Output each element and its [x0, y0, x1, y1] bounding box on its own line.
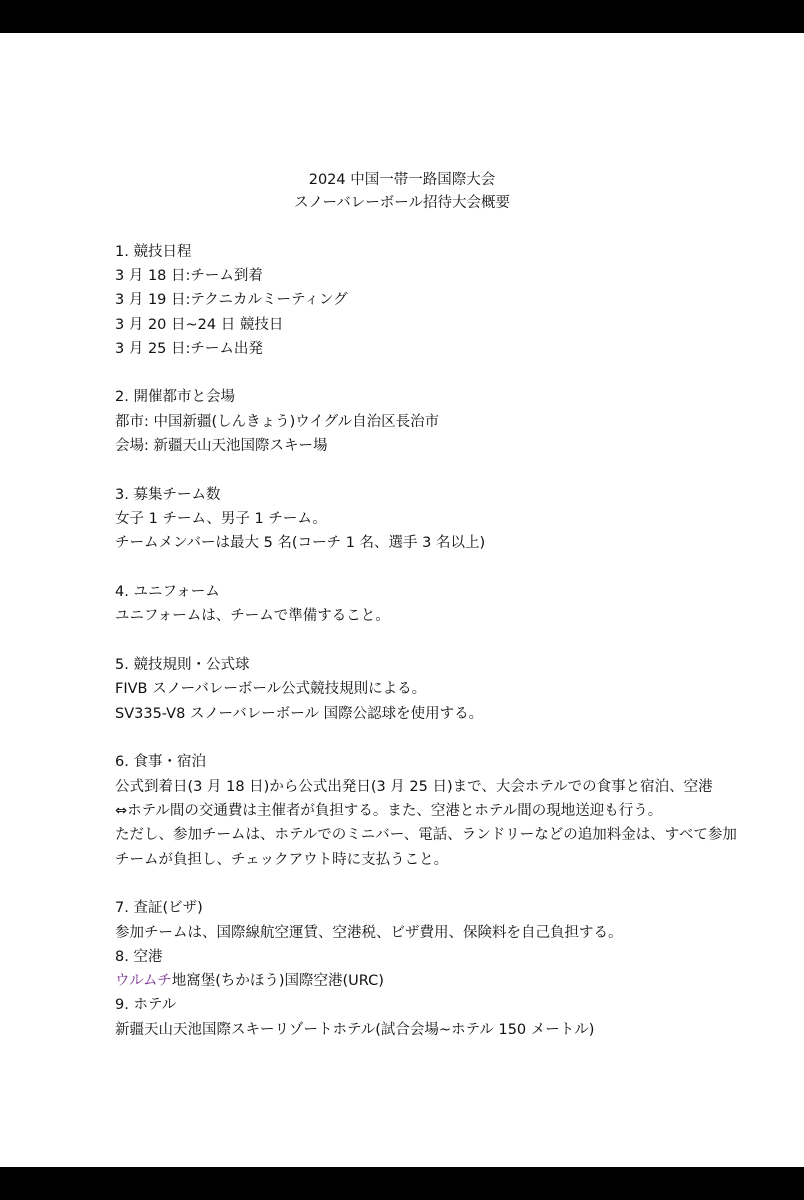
section-heading-uniform: 4. ユニフォーム	[115, 584, 220, 600]
schedule-line: 3 月 18 日:チーム到着	[115, 268, 263, 284]
lodging-line: チームが負担し、チェックアウト時に支払うこと。	[115, 852, 449, 868]
schedule-line: 3 月 20 日~24 日 競技日	[115, 317, 284, 333]
document-title-line1: 2024 中国一帯一路国際大会	[308, 172, 496, 188]
venue-line: 会場: 新疆天山天池国際スキー場	[115, 438, 328, 454]
uniform-line: ユニフォームは、チームで準備すること。	[115, 608, 390, 624]
lodging-line: 公式到着日(3 月 18 日)から公式出発日(3 月 25 日)まで、大会ホテルでの食事と宿泊、空港	[115, 779, 713, 795]
section-heading-venue: 2. 開催都市と会場	[115, 389, 235, 405]
document-page	[0, 33, 804, 1167]
schedule-line: 3 月 25 日:チーム出発	[115, 341, 263, 357]
lodging-line: ただし、参加チームは、ホテルでのミニバー、電話、ランドリーなどの追加料金は、すべて参加	[115, 827, 737, 843]
section-heading-visa: 7. 査証(ビザ)	[115, 900, 203, 916]
section-heading-hotel: 9. ホテル	[115, 997, 177, 1013]
airport-city-name: ウルムチ	[115, 973, 172, 989]
section-heading-airport: 8. 空港	[115, 949, 163, 965]
schedule-line: 3 月 19 日:テクニカルミーティング	[115, 292, 348, 308]
hotel-line: 新疆天山天池国際スキーリゾートホテル(試合会場~ホテル 150 メートル)	[115, 1022, 595, 1038]
airport-name: 地窩堡(ちかほう)国際空港(URC)	[171, 973, 384, 989]
airport-line	[115, 970, 384, 992]
rules-line: SV335-V8 スノーバレーボール 国際公認球を使用する。	[115, 706, 484, 722]
teams-line: チームメンバーは最大 5 名(コーチ 1 名、選手 3 名以上)	[115, 535, 486, 551]
section-heading-rules: 5. 競技規則・公式球	[115, 657, 250, 673]
rules-line: FIVB スノーバレーボール公式競技規則による。	[115, 681, 427, 697]
venue-line: 都市: 中国新疆(しんきょう)ウイグル自治区長治市	[115, 414, 440, 430]
section-heading-schedule: 1. 競技日程	[115, 244, 192, 260]
lodging-line: ⇔ホテル間の交通費は主催者が負担する。また、空港とホテル間の現地送迎も行う。	[115, 803, 663, 819]
section-heading-lodging: 6. 食事・宿泊	[115, 754, 206, 770]
visa-line: 参加チームは、国際線航空運賃、空港税、ビザ費用、保険料を自己負担する。	[115, 925, 623, 941]
section-heading-teams: 3. 募集チーム数	[115, 487, 221, 503]
document-title-line2: スノーバレーボール招待大会概要	[293, 195, 511, 211]
teams-line: 女子 1 チーム、男子 1 チーム。	[115, 511, 327, 527]
